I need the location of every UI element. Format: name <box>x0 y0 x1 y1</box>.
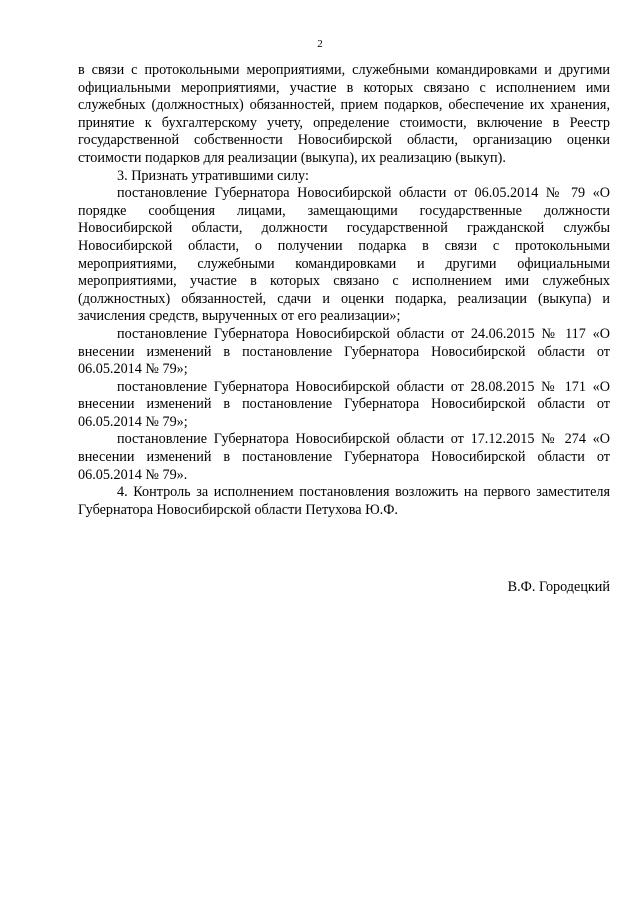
page-number: 2 <box>317 38 323 50</box>
paragraph-repealed-decree-117: постановление Губернатора Новосибирской области от 24.06.2015 № 117 «О внесении изменений в постановление Губернатора Новосибирской области от 06.05.2014 № 79»; <box>78 325 610 378</box>
paragraph-repealed-decree-274: постановление Губернатора Новосибирской области от 17.12.2015 № 274 «О внесении изменений в постановление Губернатора Новосибирской области от 06.05.2014 № 79». <box>78 431 610 483</box>
paragraph-continuation: в связи с протокольными мероприятиями, служебными командировками и другими официальными мероприятиями, участие в которых связано с исполнением ими служебных (должностных) обязанностей, прием подарков, обеспечение их хранения, принятие к бухгалтерскому учету, определение стоимости, включение в Реестр государственной собственности Новосибирской области, организацию оценки стоимости подарков для реализации (выкупа), их реализацию (выкуп). <box>78 62 610 166</box>
signature-name: В.Ф. Городецкий <box>507 579 610 595</box>
paragraph-repealed-decree-171: постановление Губернатора Новосибирской области от 28.08.2015 № 171 «О внесении изменений в постановление Губернатора Новосибирской области от 06.05.2014 № 79»; <box>78 378 610 430</box>
paragraph-item-3-heading: 3. Признать утратившими силу: <box>117 167 309 184</box>
paragraph-item-4-control: 4. Контроль за исполнением постановления возложить на первого заместителя Губернатора Новосибирской области Петухова Ю.Ф. <box>78 484 610 518</box>
paragraph-repealed-decree-79: постановление Губернатора Новосибирской области от 06.05.2014 № 79 «О порядке сообщения лицами, замещающими государственные должности Новосибирской области, должности государственной гражданской службы Новосибирской области, о получении подарка в связи с протокольными мероприятиями, служебными командировками и другими официальными мероприятиями, участие в которых связано с исполнением ими служебных (должностных) обязанностей, сдачи и оценки подарка, реализации (выкупа) и зачисления средств, вырученных от его реализации»; <box>78 185 610 325</box>
document-body <box>78 62 610 519</box>
